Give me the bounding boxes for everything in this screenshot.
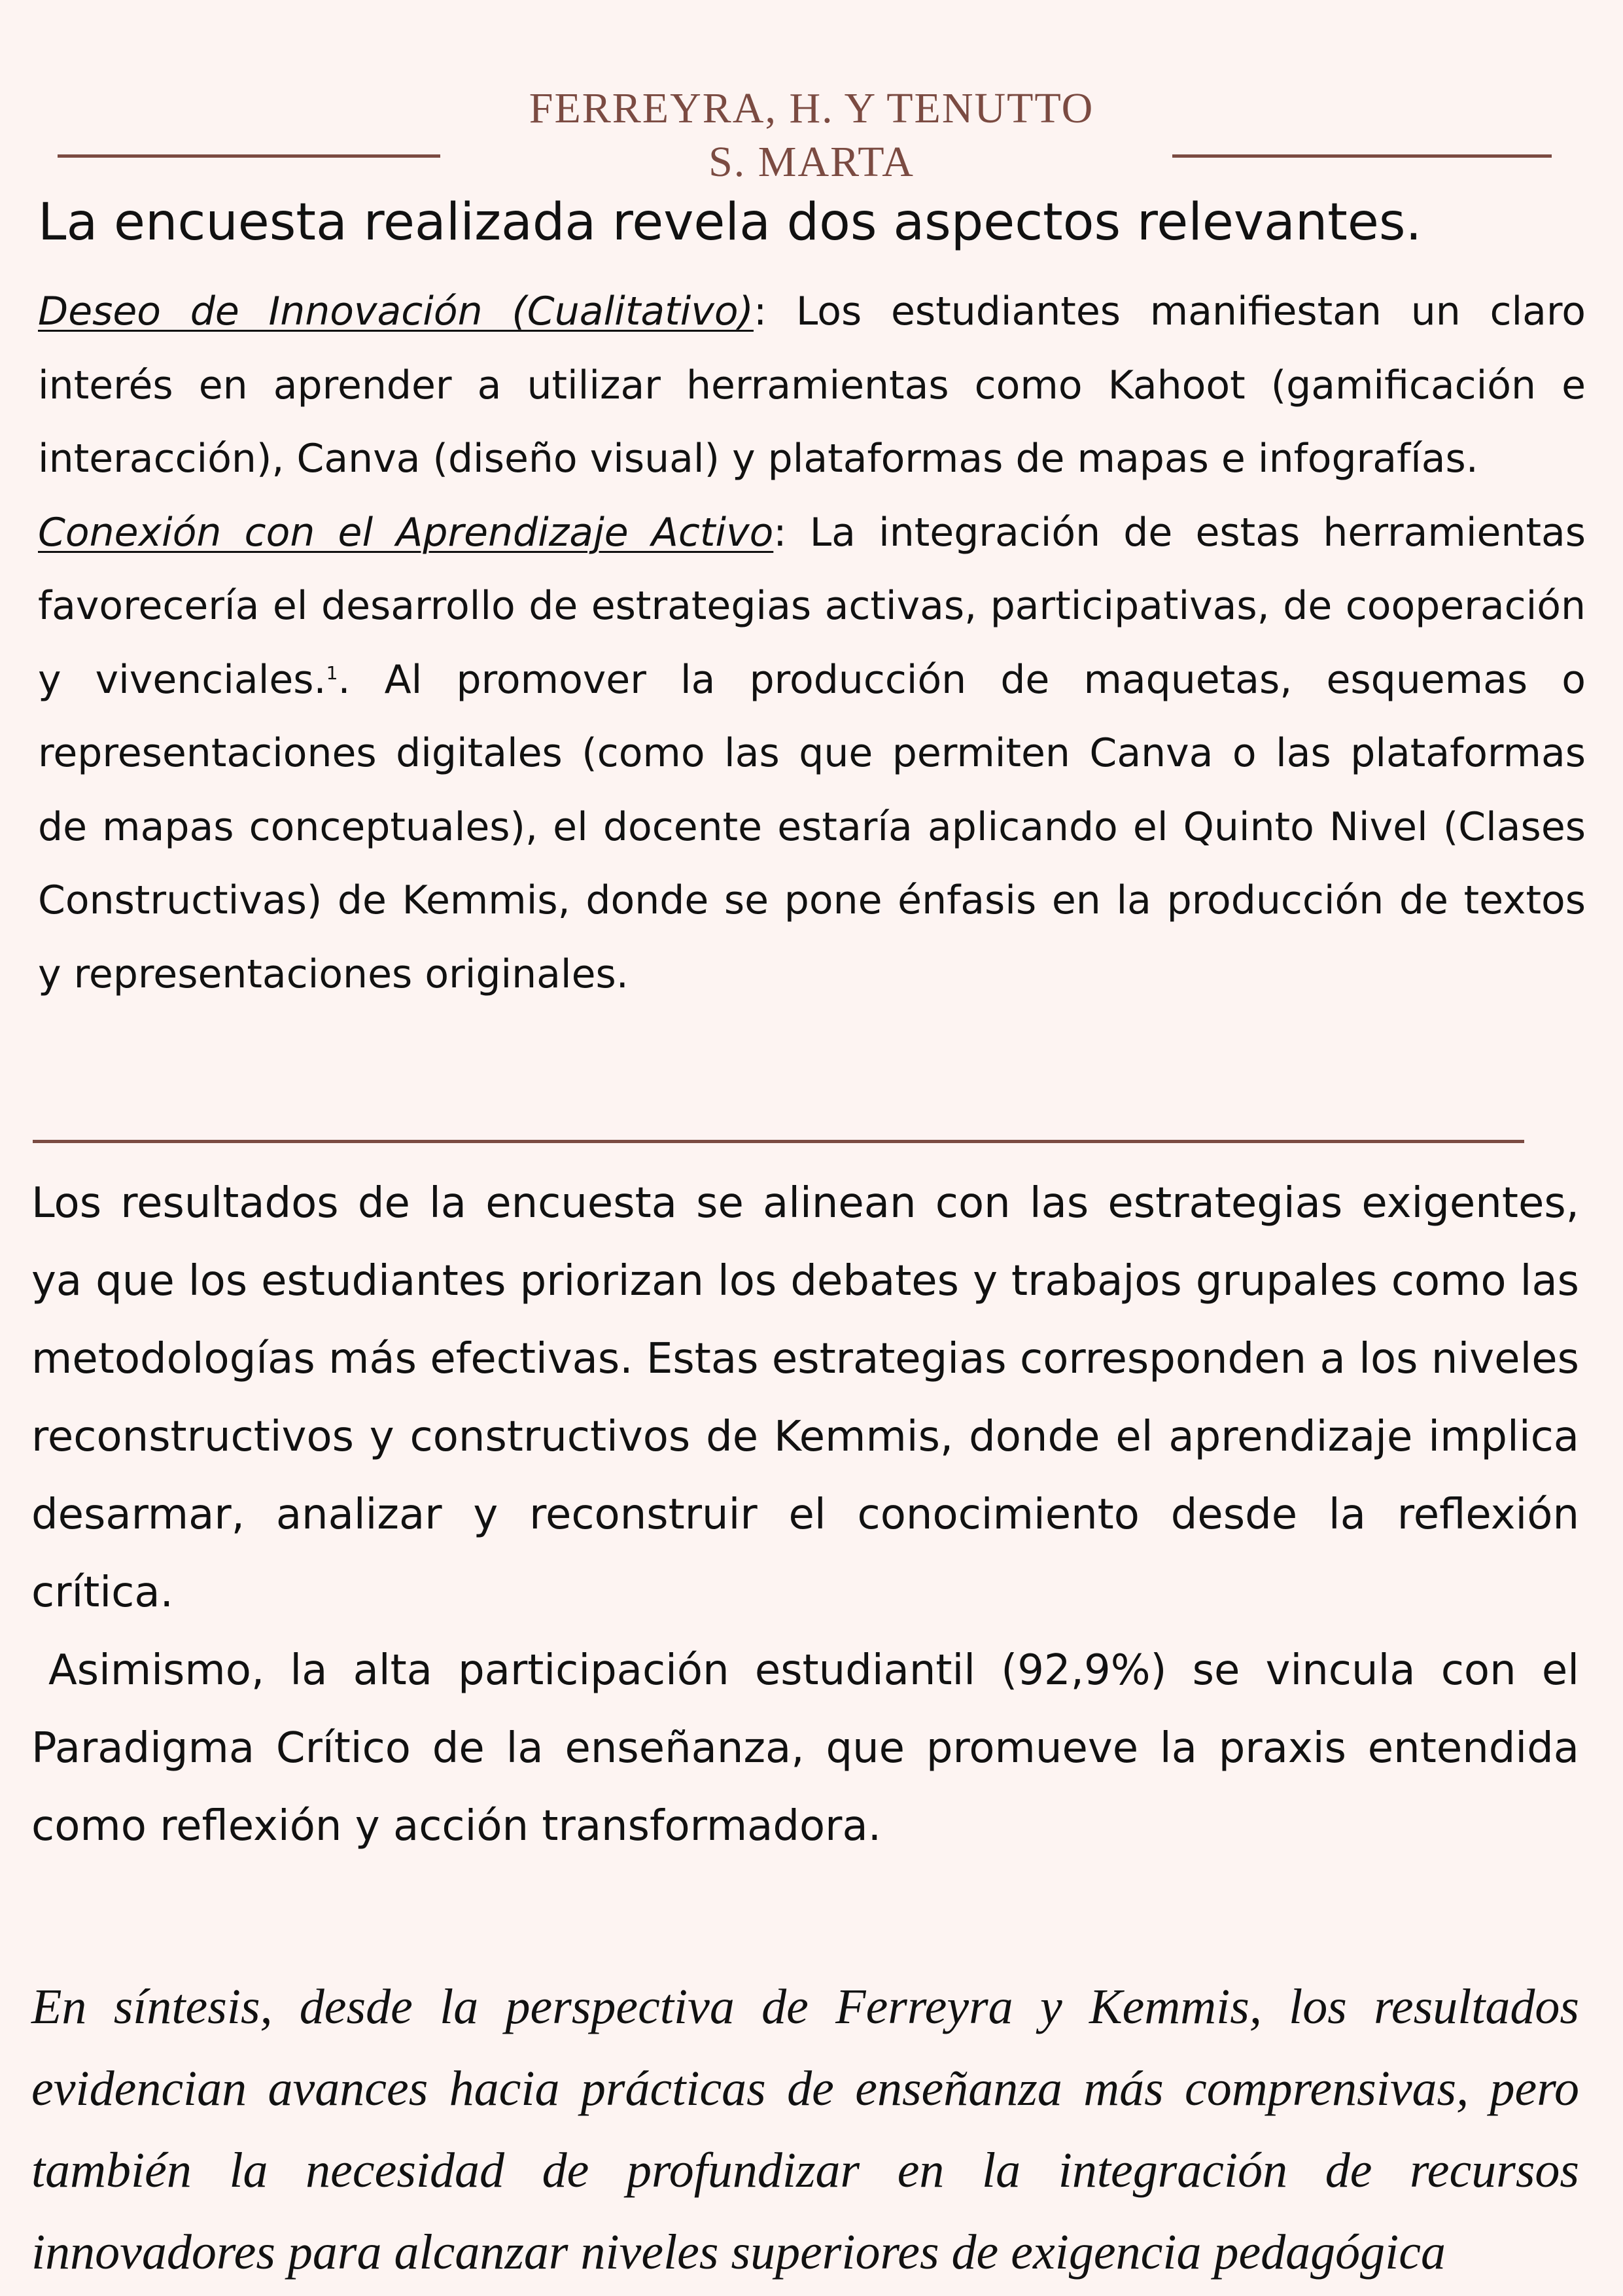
header-rule-left (58, 154, 440, 158)
aspect-innovation-text: : Los estudiantes manifiestan un claro interés en aprender a utilizar herramientas como Kahoot (gamificación e interacción), Canva (diseño visual) y plataformas de mapas e infografías. (38, 289, 1586, 482)
closing-paragraph: En síntesis, desde la perspectiva de Ferreyra y Kemmis, los resultados evidencian avances hacia prácticas de enseñanza más comprensivas, pero también la necesidad de profundizar en la integración de recursos innovadores para alcanzar niveles superiores de exigencia pedagógica (31, 1979, 1579, 2280)
header-authors-line1: FERREYRA, H. Y TENUTTO (529, 84, 1094, 132)
aspect-innovation-label: Deseo de Innovación (Cualitativo) (38, 289, 754, 334)
page-header (0, 82, 1623, 189)
aspect-active-learning-text-continued: . Al promover la producción de maquetas, esquemas o representaciones digitales (como las que permiten Canva o las plataformas de mapas conceptuales), el docente estaría aplicando el Quinto Nivel (Clases Constructivas) de Kemmis, donde se pone énfasis en la producción de textos y representaciones originales. (38, 656, 1586, 997)
header-rule-right (1172, 154, 1552, 158)
footnote-marker: 1 (326, 662, 338, 684)
section-divider (33, 1140, 1524, 1143)
aspects-block (38, 275, 1586, 1011)
closing-block (31, 1966, 1579, 2293)
analysis-paragraph-2: Asimismo, la alta participación estudiantil (92,9%) se vincula con el Paradigma Crítico de la enseñanza, que promueve la praxis entendida como reflexión y acción transformadora. (31, 1646, 1579, 1850)
aspect-active-learning-paragraph (38, 496, 1586, 1012)
section-heading: La encuesta realizada revela dos aspectos relevantes. (38, 193, 1422, 252)
aspect-active-learning-text: : La integración de estas herramientas favorecería el desarrollo de estrategias activas, participativas, de cooperación y vivenciales. (38, 509, 1586, 703)
header-authors-line2: S. MARTA (708, 138, 915, 186)
analysis-paragraph-1: Los resultados de la encuesta se alinean con las estrategias exigentes, ya que los estudiantes priorizan los debates y trabajos grupales como las metodologías más efectivas. Estas estrategias corresponden a los niveles reconstructivos y constructivos de Kemmis, donde el aprendizaje implica desarmar, analizar y reconstruir el conocimiento desde la reflexión crítica. (31, 1179, 1579, 1617)
aspect-active-learning-label: Conexión con el Aprendizaje Activo (38, 509, 774, 556)
aspect-innovation-paragraph (38, 275, 1586, 496)
analysis-block (31, 1165, 1579, 1865)
